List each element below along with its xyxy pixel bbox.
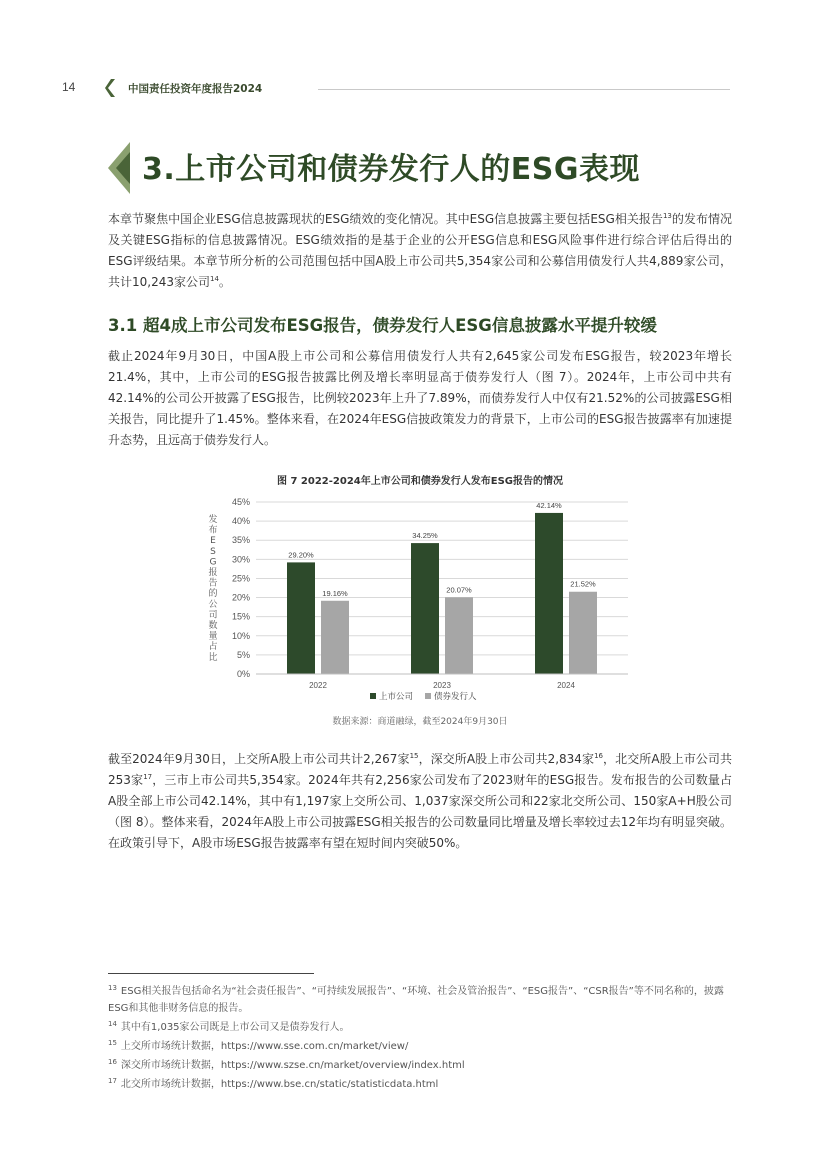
y-axis-label: 发布 E S G 报告的公司数量占比 [208,515,218,663]
x-tick-label: 2023 [433,681,451,690]
footnote-15 [108,1038,732,1055]
legend-label: 上市公司 [379,692,414,702]
footnote-rule [108,973,314,974]
footnote-number: 16 [108,1057,117,1066]
chapter-chevron-icon [108,142,130,194]
footnote-ref[interactable]: 14 [210,275,219,283]
footnote-text: ESG相关报告包括命名为“社会责任报告”、“可持续发展报告”、“环境、社会及管治报告”、“ESG报告”、“CSR报告”等不同名称的，披露ESG和其他非财务信息的报告。 [108,986,724,1014]
y-tick-label: 40% [231,516,250,527]
y-tick-label: 5% [236,649,250,660]
figure-title: 图 7 2022-2024年上市公司和债券发行人发布ESG报告的情况 [277,476,563,487]
data-label: 42.14% [536,500,562,510]
footnote-17 [108,1076,732,1093]
footnote-ref[interactable]: 16 [594,752,603,760]
data-label: 21.52% [570,579,596,589]
intro-paragraph: 本章节聚焦中国企业ESG信息披露现状的ESG绩效的变化情况。其中ESG信息披露主要包括ESG相关报告$^{13}$的发布情况及关键ESG指标的信息披露情况。ESG绩效指的是基于企业的公开ESG信息和ESG风险事件进行综合评估后得出的ESG评级结果。本章节所分析的公司范围包括中国A股上市公司共5,354家公司和公募信用债发行人共4,889家公司，共计10,243家公司$^{14}$。 [108,212,732,289]
figure-source: 数据来源：商道融绿，截至2024年9月30日 [332,717,508,727]
bar-chart [200,492,640,710]
footnote-ref[interactable]: 13 [662,212,672,220]
footnote-16 [108,1057,732,1074]
footnote-14 [108,1019,732,1036]
bar-listed-2022 [287,562,315,674]
chapter-title: 3.上市公司和债券发行人的ESG表现 [142,152,640,187]
running-header [62,80,730,100]
body-paragraph: 截止2024年9月30日，中国A股上市公司和公募信用债发行人共有2,645家公司发布ESG报告，较2023年增长21.4%，其中，上市公司的ESG报告披露比例及增长率明显高于债券发行人（图 7）。2024年，上市公司中共有42.14%的公司公开披露了ESG报告，比例较2023年上升了7.89%，而债券发行人中仅有21.52%的公司披露ESG相关报告，同比提升了1.45%。整体来看，在2024年ESG信披政策发力的背景下，上市公司的ESG报告披露率有加速提升态势，且远高于债券发行人。 [108,349,732,447]
bar-listed-2024 [535,513,563,674]
footnotes [108,983,732,1095]
header-rule [318,89,730,90]
footnote-text: 北交所市场统计数据，https://www.bse.cn/static/statisticdata.html [120,1079,439,1090]
data-label: 29.20% [288,550,314,560]
section-title: 3.1 超4成上市公司发布ESG报告，债券发行人ESG信息披露水平提升较缓 [108,316,657,335]
footnote-text: 深交所市场统计数据，https://www.szse.cn/market/overview/index.html [120,1060,465,1071]
bar-bond-2023 [445,597,473,674]
data-label: 19.16% [322,588,348,598]
chevron-mark-icon [105,79,115,97]
footnote-number: 17 [108,1076,117,1085]
running-title: 中国责任投资年度报告2024 [128,83,263,95]
data-label: 34.25% [412,531,438,541]
body-paragraph-3: 截至2024年9月30日，上交所A股上市公司共计2,267家$^{15}$，深交所A股上市公司共2,834家$^{16}$，北交所A股上市公司共253家$^{17}$，三市上市公司共5,354家。2024年共有2,256家公司发布了2023财年的ESG报告。发布报告的公司数量占A股全部上市公司42.14%，其中有1,197家上交所公司、1,037家深交所公司和22家北交所公司、150家A+H股公司（图 8）。整体来看，2024年A股上市公司披露ESG相关报告的公司数量同比增量及增长率较过去12年均有明显突破。在政策引导下，A股市场ESG报告披露率有望在短时间内突破50%。 [108,752,732,850]
x-tick-label: 2022 [309,681,327,690]
legend-swatch [370,693,376,699]
y-tick-label: 45% [231,497,250,507]
y-tick-label: 30% [231,554,250,565]
legend-label: 债券发行人 [434,692,477,702]
footnote-text: 上交所市场统计数据，https://www.sse.com.cn/market/view/ [120,1041,409,1052]
legend-swatch [425,693,431,699]
footnote-number: 15 [108,1038,117,1047]
page-number: 14 [62,80,76,94]
footnote-text: 其中有1,035家公司既是上市公司又是债券发行人。 [120,1022,350,1033]
footnote-number: 13 [108,983,117,992]
y-tick-label: 25% [231,573,250,584]
x-tick-label: 2024 [557,681,575,690]
y-tick-label: 35% [231,535,250,546]
footnote-number: 14 [108,1019,117,1028]
y-tick-label: 20% [231,592,250,603]
figure-7 [200,470,640,732]
bar-bond-2024 [569,592,597,674]
footnote-ref[interactable]: 15 [409,752,419,760]
data-label: 20.07% [446,585,472,595]
y-tick-label: 10% [231,630,250,641]
y-tick-label: 15% [231,611,250,622]
y-tick-label: 0% [236,669,250,679]
footnote-13 [108,983,732,1017]
bar-bond-2022 [321,601,349,674]
bar-listed-2023 [411,543,439,674]
footnote-ref[interactable]: 17 [143,773,153,781]
